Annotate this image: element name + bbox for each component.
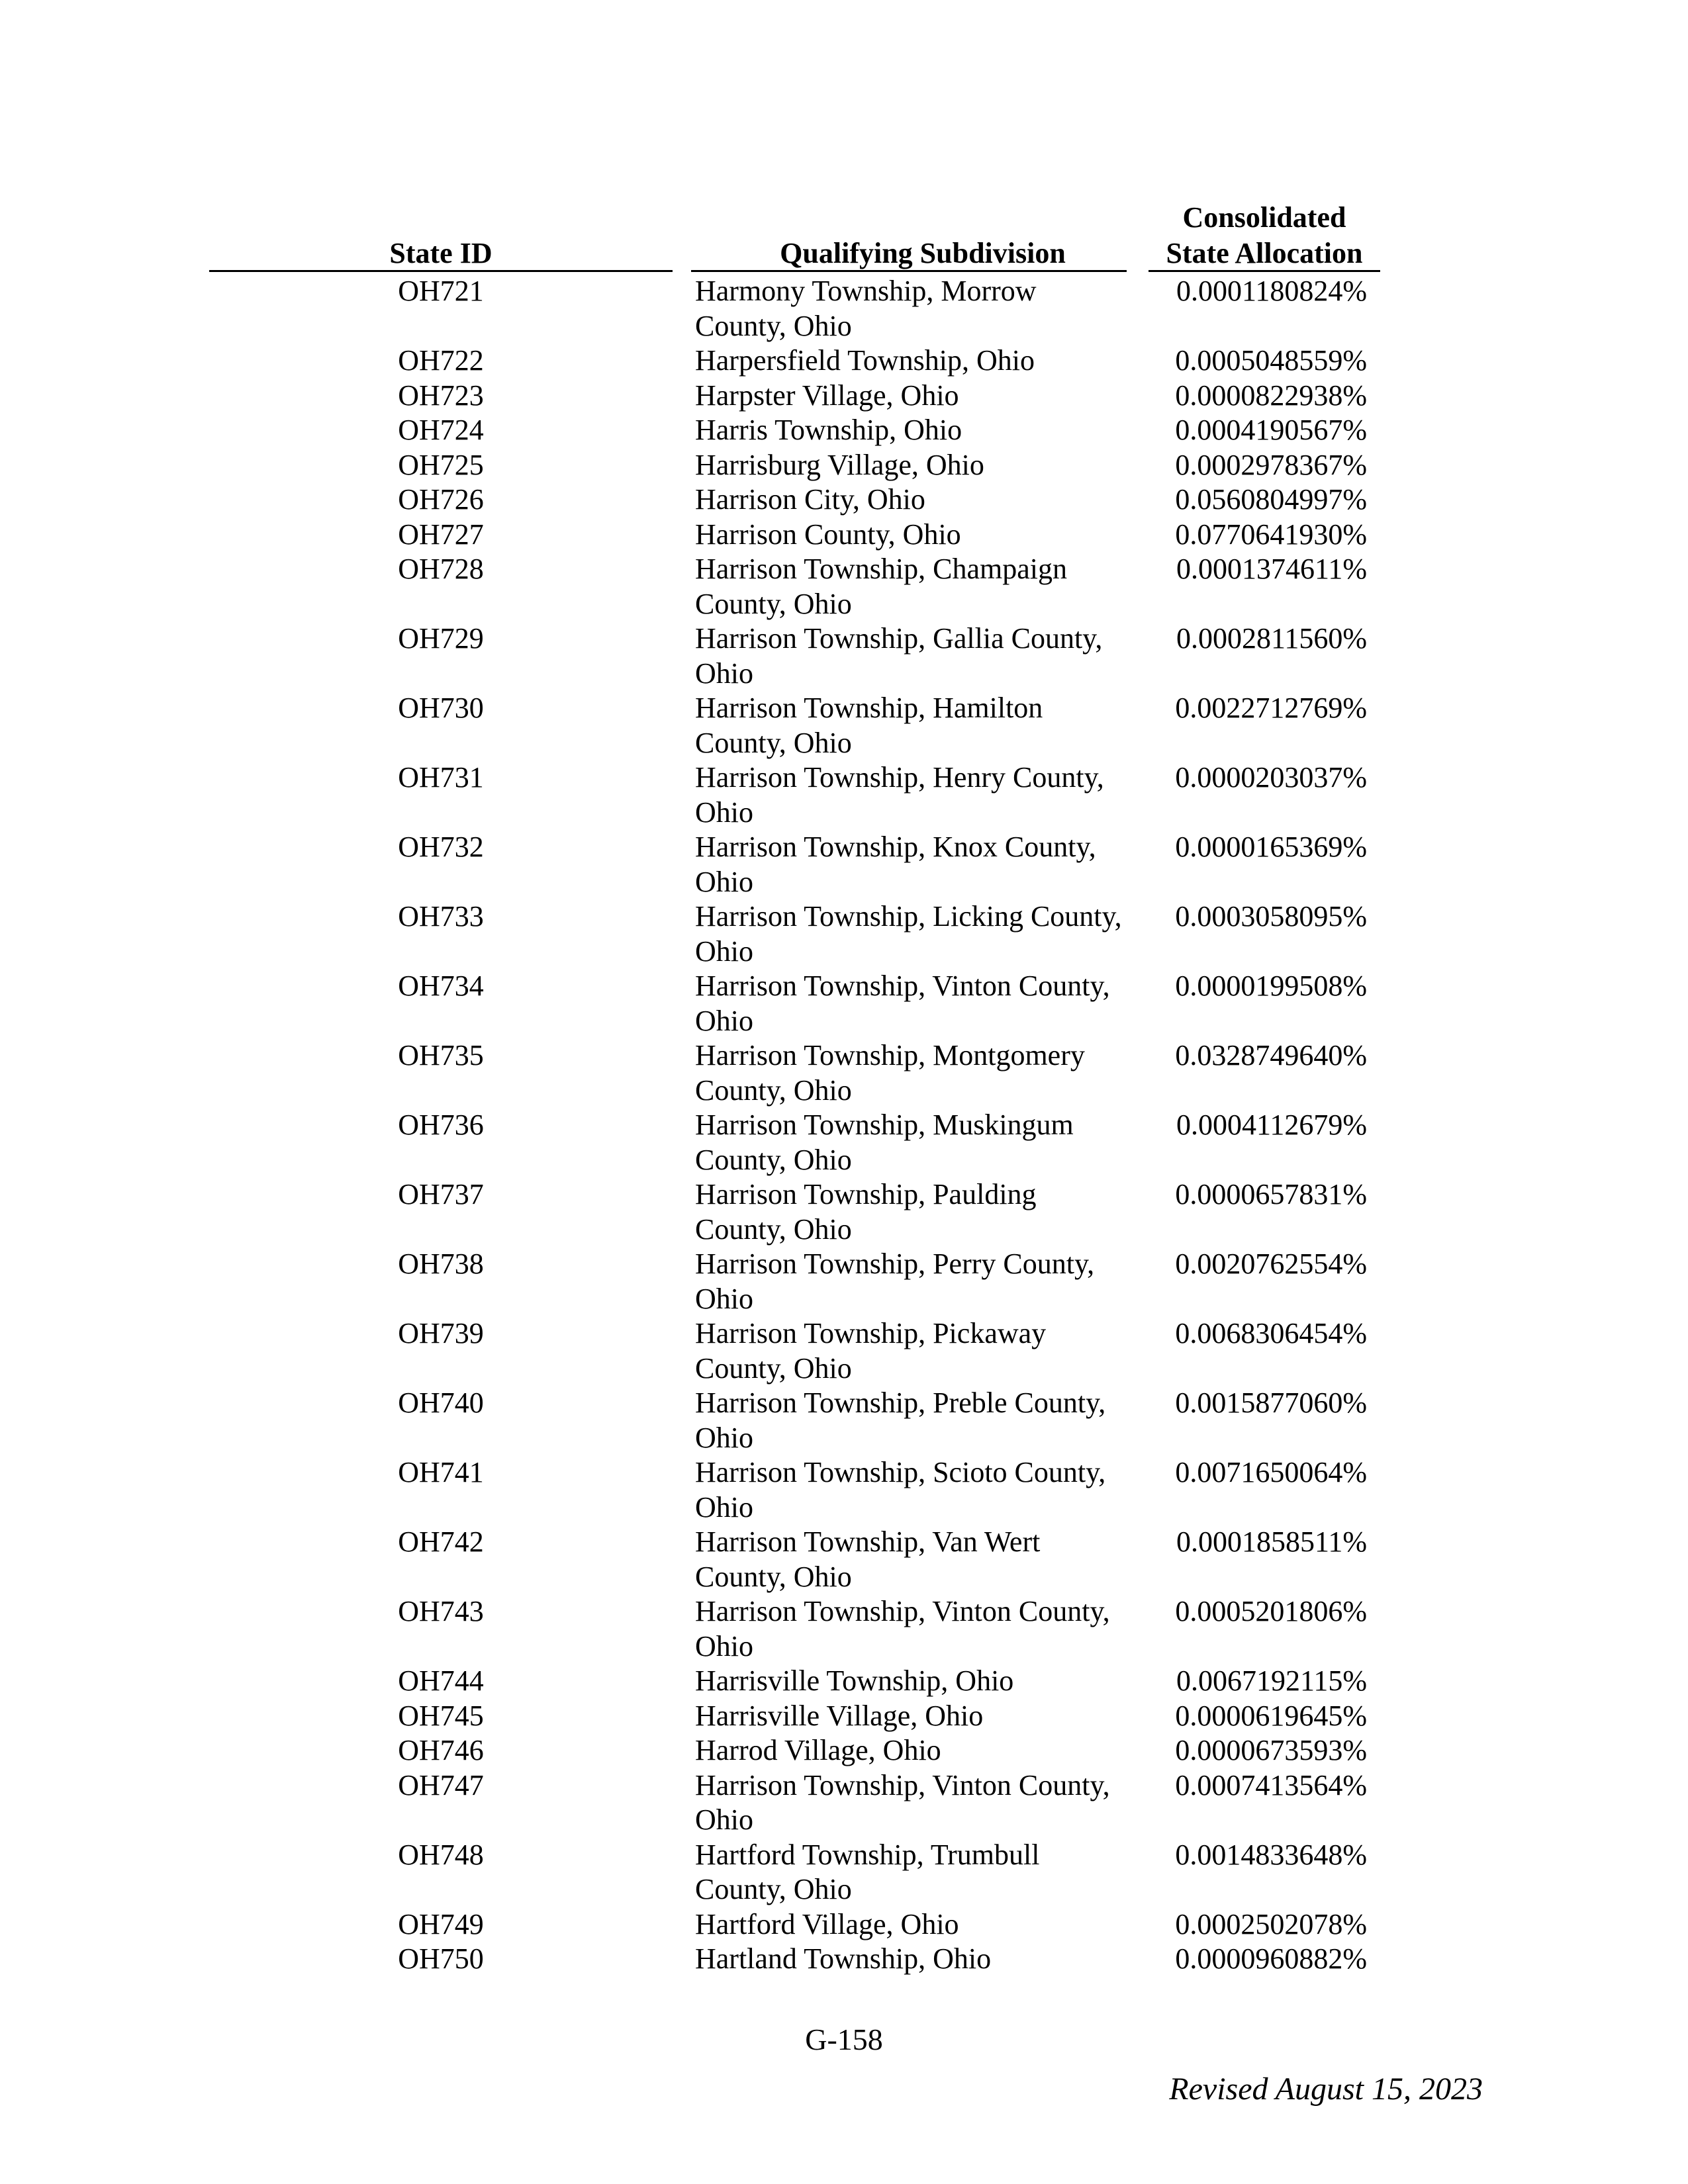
state-id-cell: OH721 bbox=[398, 275, 484, 307]
state-id-cell: OH750 bbox=[398, 1942, 484, 1975]
allocation-cell: 0.0071650064% bbox=[1175, 1456, 1367, 1488]
state-id-cell: OH749 bbox=[398, 1907, 484, 1940]
table-row bbox=[0, 1386, 1688, 1455]
subdivision-cell: Harrison Township, Vinton County, Ohio bbox=[695, 1595, 1110, 1662]
table-row bbox=[0, 518, 1688, 553]
allocation-cell: 0.0068306454% bbox=[1175, 1317, 1367, 1349]
allocation-cell: 0.0002811560% bbox=[1176, 622, 1367, 655]
subdivision-cell: Harrison Township, Licking County, Ohio bbox=[695, 900, 1122, 968]
state-id-cell: OH739 bbox=[398, 1317, 484, 1349]
state-id-cell: OH737 bbox=[398, 1178, 484, 1210]
table-row bbox=[0, 448, 1688, 483]
allocation-cell: 0.0002978367% bbox=[1175, 448, 1367, 481]
table-row bbox=[0, 552, 1688, 621]
allocation-cell: 0.0020762554% bbox=[1175, 1248, 1367, 1280]
table-row bbox=[0, 1733, 1688, 1768]
state-id-cell: OH744 bbox=[398, 1664, 484, 1697]
state-id-cell: OH724 bbox=[398, 414, 484, 446]
allocation-cell: 0.0004190567% bbox=[1175, 414, 1367, 446]
state-id-cell: OH729 bbox=[398, 622, 484, 655]
allocation-cell: 0.0001858511% bbox=[1176, 1525, 1367, 1558]
allocation-cell: 0.0005201806% bbox=[1175, 1595, 1367, 1627]
header-rule-allocation bbox=[1149, 270, 1380, 272]
subdivision-cell: Harrison Township, Van Wert County, Ohio bbox=[695, 1525, 1041, 1593]
subdivision-cell: Harrison Township, Preble County, Ohio bbox=[695, 1387, 1106, 1454]
allocation-cell: 0.0000199508% bbox=[1175, 970, 1367, 1002]
header-state-id: State ID bbox=[389, 237, 492, 269]
subdivision-cell: Harrison Township, Montgomery County, Ohio bbox=[695, 1039, 1085, 1107]
allocation-cell: 0.0001180824% bbox=[1176, 275, 1367, 307]
subdivision-cell: Harrison County, Ohio bbox=[695, 518, 961, 551]
allocation-cell: 0.0000203037% bbox=[1175, 761, 1367, 794]
state-id-cell: OH731 bbox=[398, 761, 484, 794]
state-id-cell: OH740 bbox=[398, 1387, 484, 1419]
subdivision-cell: Hartford Township, Trumbull County, Ohio bbox=[695, 1838, 1040, 1905]
state-id-cell: OH742 bbox=[398, 1525, 484, 1558]
allocation-cell: 0.0000657831% bbox=[1175, 1178, 1367, 1210]
subdivision-cell: Harrison Township, Perry County, Ohio bbox=[695, 1248, 1095, 1315]
state-id-cell: OH745 bbox=[398, 1699, 484, 1732]
state-id-cell: OH732 bbox=[398, 831, 484, 863]
state-id-cell: OH728 bbox=[398, 553, 484, 585]
table-row bbox=[0, 1455, 1688, 1525]
state-id-cell: OH748 bbox=[398, 1838, 484, 1871]
state-id-cell: OH727 bbox=[398, 518, 484, 551]
allocation-cell: 0.0003058095% bbox=[1175, 900, 1367, 933]
table-row bbox=[0, 1525, 1688, 1594]
subdivision-cell: Harrison City, Ohio bbox=[695, 483, 925, 516]
state-id-cell: OH722 bbox=[398, 344, 484, 377]
allocation-cell: 0.0000822938% bbox=[1175, 379, 1367, 412]
subdivision-cell: Harrison Township, Henry County, Ohio bbox=[695, 761, 1104, 829]
table-row bbox=[0, 343, 1688, 379]
header-rule-state-id bbox=[209, 270, 673, 272]
table-row bbox=[0, 621, 1688, 691]
table-row bbox=[0, 969, 1688, 1038]
allocation-cell: 0.0000165369% bbox=[1175, 831, 1367, 863]
subdivision-cell: Harpersfield Township, Ohio bbox=[695, 344, 1035, 377]
subdivision-cell: Harrison Township, Scioto County, Ohio bbox=[695, 1456, 1106, 1524]
allocation-cell: 0.0001374611% bbox=[1176, 553, 1367, 585]
table-row bbox=[0, 274, 1688, 343]
header-allocation-line1: Consolidated bbox=[1182, 201, 1346, 234]
subdivision-cell: Harrison Township, Pickaway County, Ohio bbox=[695, 1317, 1047, 1385]
table-row bbox=[0, 1247, 1688, 1316]
subdivision-cell: Harrison Township, Champaign County, Ohio bbox=[695, 553, 1067, 620]
table-row bbox=[0, 413, 1688, 448]
state-id-cell: OH734 bbox=[398, 970, 484, 1002]
allocation-cell: 0.0014833648% bbox=[1175, 1838, 1367, 1871]
allocation-cell: 0.0000673593% bbox=[1175, 1734, 1367, 1766]
subdivision-cell: Harrison Township, Paulding County, Ohio bbox=[695, 1178, 1037, 1246]
subdivision-cell: Harrison Township, Vinton County, Ohio bbox=[695, 970, 1110, 1037]
allocation-cell: 0.0067192115% bbox=[1176, 1664, 1367, 1697]
subdivision-cell: Harrisville Township, Ohio bbox=[695, 1664, 1014, 1697]
subdivision-cell: Harrison Township, Hamilton County, Ohio bbox=[695, 692, 1043, 759]
subdivision-cell: Harrison Township, Knox County, Ohio bbox=[695, 831, 1096, 898]
table-row bbox=[0, 899, 1688, 969]
allocation-cell: 0.0328749640% bbox=[1175, 1039, 1367, 1071]
subdivision-cell: Hartland Township, Ohio bbox=[695, 1942, 992, 1975]
subdivision-cell: Harrod Village, Ohio bbox=[695, 1734, 941, 1766]
table-row bbox=[0, 1838, 1688, 1907]
state-id-cell: OH741 bbox=[398, 1456, 484, 1488]
state-id-cell: OH735 bbox=[398, 1039, 484, 1071]
state-id-cell: OH743 bbox=[398, 1595, 484, 1627]
table-row bbox=[0, 1177, 1688, 1247]
table-row bbox=[0, 1942, 1688, 1977]
state-id-cell: OH736 bbox=[398, 1109, 484, 1141]
allocation-cell: 0.0560804997% bbox=[1175, 483, 1367, 516]
table-row bbox=[0, 1664, 1688, 1699]
table-row bbox=[0, 1768, 1688, 1838]
state-id-cell: OH726 bbox=[398, 483, 484, 516]
subdivision-cell: Harrisburg Village, Ohio bbox=[695, 448, 984, 481]
table-row bbox=[0, 830, 1688, 899]
table-row bbox=[0, 1594, 1688, 1664]
header-consolidated-state-allocation bbox=[1149, 200, 1380, 271]
state-id-cell: OH733 bbox=[398, 900, 484, 933]
header-allocation-line2: State Allocation bbox=[1166, 237, 1363, 269]
subdivision-cell: Harrison Township, Muskingum County, Ohio bbox=[695, 1109, 1074, 1176]
allocation-cell: 0.0000619645% bbox=[1175, 1699, 1367, 1732]
allocation-cell: 0.0005048559% bbox=[1175, 344, 1367, 377]
table-row bbox=[0, 482, 1688, 518]
table-row bbox=[0, 1699, 1688, 1734]
state-id-cell: OH725 bbox=[398, 448, 484, 481]
subdivision-cell: Harrison Township, Vinton County, Ohio bbox=[695, 1768, 1110, 1836]
allocation-cell: 0.0770641930% bbox=[1175, 518, 1367, 551]
state-id-cell: OH723 bbox=[398, 379, 484, 412]
allocation-table bbox=[0, 274, 1688, 1977]
subdivision-cell: Hartford Village, Ohio bbox=[695, 1907, 959, 1940]
table-row bbox=[0, 691, 1688, 760]
page-number: G-158 bbox=[805, 2023, 883, 2056]
table-row bbox=[0, 1907, 1688, 1942]
state-id-cell: OH738 bbox=[398, 1248, 484, 1280]
subdivision-cell: Harrison Township, Gallia County, Ohio bbox=[695, 622, 1103, 690]
table-row bbox=[0, 1038, 1688, 1108]
state-id-cell: OH730 bbox=[398, 692, 484, 724]
table-row bbox=[0, 1316, 1688, 1386]
table-row bbox=[0, 760, 1688, 830]
allocation-cell: 0.0002502078% bbox=[1175, 1907, 1367, 1940]
header-rule-subdivision bbox=[691, 270, 1127, 272]
table-row bbox=[0, 379, 1688, 414]
allocation-cell: 0.0000960882% bbox=[1175, 1942, 1367, 1975]
allocation-cell: 0.0007413564% bbox=[1175, 1768, 1367, 1801]
subdivision-cell: Harmony Township, Morrow County, Ohio bbox=[695, 275, 1037, 342]
subdivision-cell: Harrisville Village, Ohio bbox=[695, 1699, 984, 1732]
state-id-cell: OH747 bbox=[398, 1768, 484, 1801]
allocation-cell: 0.0022712769% bbox=[1175, 692, 1367, 724]
allocation-cell: 0.0015877060% bbox=[1175, 1387, 1367, 1419]
revised-date: Revised August 15, 2023 bbox=[1169, 2071, 1483, 2107]
header-qualifying-subdivision: Qualifying Subdivision bbox=[780, 237, 1066, 269]
allocation-cell: 0.0004112679% bbox=[1176, 1109, 1367, 1141]
table-row bbox=[0, 1108, 1688, 1177]
state-id-cell: OH746 bbox=[398, 1734, 484, 1766]
subdivision-cell: Harris Township, Ohio bbox=[695, 414, 962, 446]
subdivision-cell: Harpster Village, Ohio bbox=[695, 379, 959, 412]
